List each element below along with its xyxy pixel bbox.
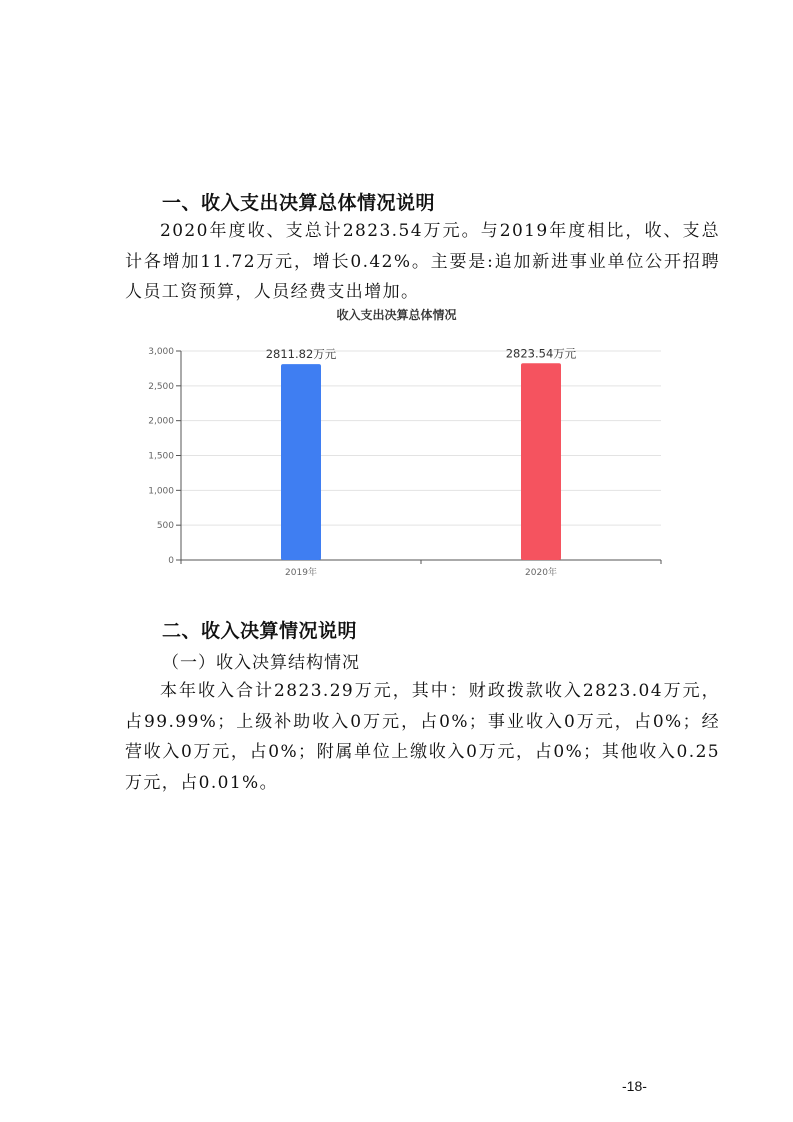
x-tick-label: 2019年 — [285, 568, 317, 578]
y-tick-label: 0 — [168, 556, 174, 566]
bar — [521, 363, 561, 560]
y-tick-label: 1,000 — [148, 486, 174, 497]
bar-data-label: 2811.82万元 — [265, 347, 337, 362]
section1-title: 一、收入支出决算总体情况说明 — [162, 192, 436, 214]
y-tick-label: 1,500 — [148, 451, 174, 462]
section2-paragraph: 本年收入合计2823.29万元，其中：财政拨款收入2823.04万元，占99.99%；上级补助收入0万元，占0%；事业收入0万元，占0%；经营收入0万元，占0%；附属单位上缴收入0万元，占0%；其他收入0.25万元，占0.01%。 — [125, 681, 720, 793]
section2-subtitle: （一）收入决算结构情况 — [162, 653, 360, 673]
x-tick-label: 2020年 — [525, 568, 557, 578]
y-tick-label: 2,500 — [148, 381, 174, 392]
y-tick-label: 3,000 — [148, 347, 174, 357]
bar-data-label: 2823.54万元 — [505, 346, 577, 361]
page-number: -18- — [622, 1078, 647, 1094]
section2-title: 二、收入决算情况说明 — [162, 620, 358, 642]
bar — [281, 364, 321, 560]
section1-paragraph: 2020年度收、支总计2823.54万元。与2019年度相比，收、支总计各增加11.72万元，增长0.42%。主要是:追加新进事业单位公开招聘人员工资预算，人员经费支出增加。 — [125, 221, 720, 302]
y-tick-label: 500 — [156, 521, 174, 532]
y-tick-label: 2,000 — [148, 416, 174, 427]
chart-title: 收入支出决算总体情况 — [336, 308, 457, 322]
